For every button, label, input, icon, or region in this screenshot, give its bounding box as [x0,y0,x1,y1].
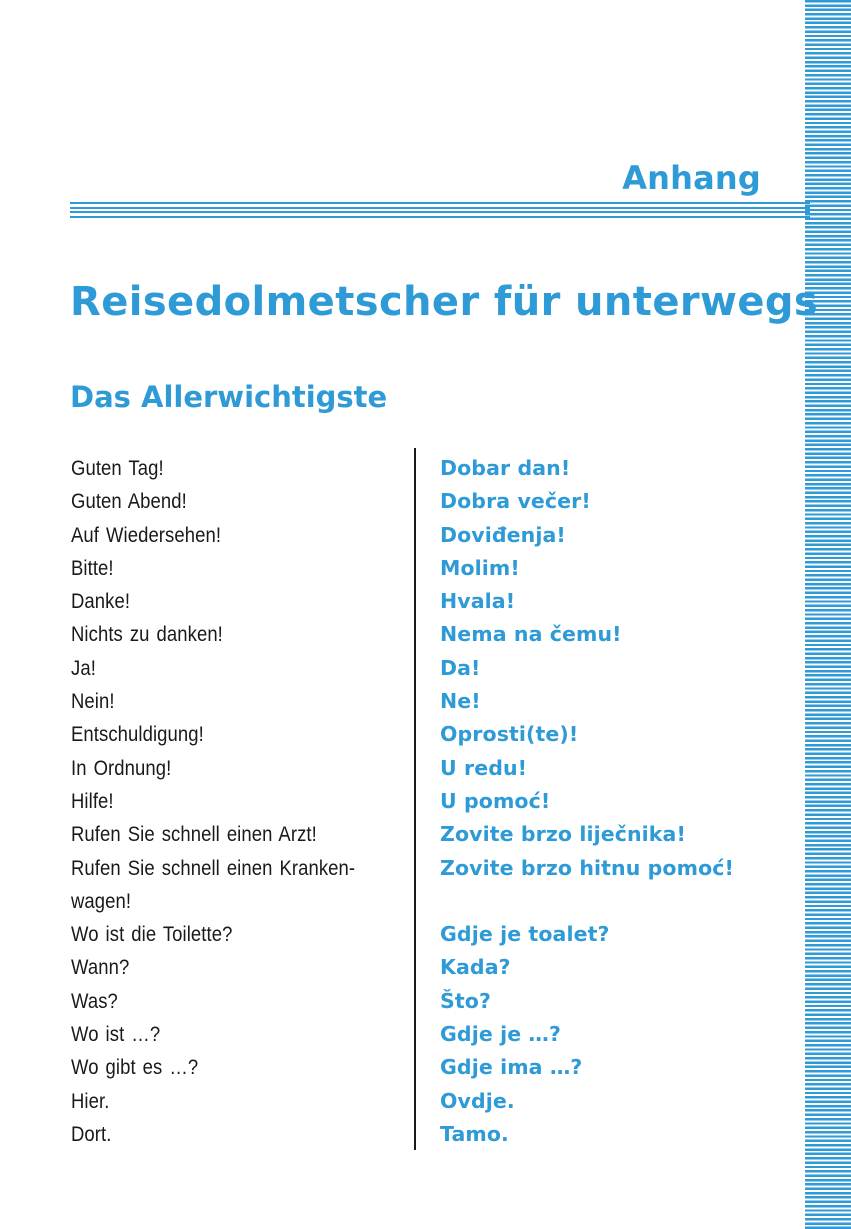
croatian-phrase [440,885,800,918]
german-phrase-text: Entschuldigung! [71,723,204,747]
croatian-phrase: Hvala! [440,589,516,614]
german-phrase [71,785,406,818]
german-phrase-text: Guten Abend! [71,490,187,514]
german-phrase [71,652,406,685]
german-phrase-list [71,452,406,1151]
german-phrase [71,552,406,585]
german-phrase [71,519,406,552]
croatian-phrase: Zovite brzo liječnika! [440,822,686,847]
german-phrase-text: Hilfe! [71,789,114,813]
croatian-phrase: Molim! [440,555,520,580]
rule-line [70,216,810,218]
croatian-phrase-list [440,452,800,1151]
german-phrase [71,885,406,918]
croatian-phrase: Dobar dan! [440,456,571,480]
german-phrase-text: Danke! [71,590,131,614]
section-heading: Das Allerwichtigste [70,380,388,414]
german-phrase [71,718,406,751]
german-phrase-text: Wann? [71,956,130,980]
croatian-phrase: Da! [440,655,481,680]
german-phrase [71,685,406,718]
croatian-phrase: Tamo. [440,1121,509,1146]
german-phrase [71,818,406,851]
german-phrase-text: Wo gibt es …? [71,1056,199,1080]
german-phrase-text: Dort. [71,1122,112,1146]
croatian-phrase: U redu! [440,755,528,780]
croatian-phrase: Ovdje. [440,1088,515,1113]
croatian-phrase: Gdje je …? [440,1022,562,1047]
rule-line [70,207,810,209]
german-phrase-text: Bitte! [71,556,114,580]
column-divider [414,448,416,1150]
german-phrase-text: Rufen Sie schnell einen Arzt! [71,823,317,847]
croatian-phrase: Dobra večer! [440,489,591,514]
croatian-phrase: Kada? [440,955,511,980]
croatian-phrase: U pomoć! [440,788,551,813]
croatian-phrase: Što? [440,988,491,1013]
german-phrase [71,918,406,951]
german-phrase-text: Wo ist …? [71,1023,161,1047]
decorative-stripe-bar [805,0,851,1229]
croatian-phrase: Gdje je toalet? [440,922,610,947]
german-phrase-text: Nichts zu danken! [71,623,223,647]
croatian-phrase: Zovite brzo hitnu pomoć! [440,855,734,880]
german-phrase [71,752,406,785]
german-phrase-text: Nein! [71,690,115,714]
german-phrase [71,985,406,1018]
croatian-phrase: Ne! [440,689,481,714]
german-phrase [71,1051,406,1084]
german-phrase [71,485,406,518]
german-phrase [71,852,406,885]
german-phrase-text: Was? [71,989,118,1013]
german-phrase-text: Auf Wiedersehen! [71,523,222,547]
german-phrase-text: Rufen Sie schnell einen Kranken- [71,856,356,880]
german-phrase-text: Guten Tag! [71,457,164,480]
german-phrase-text: Hier. [71,1089,110,1113]
header-rule-lines [70,202,810,218]
page-title: Reisedolmetscher für unterwegs [70,279,819,325]
german-phrase [71,585,406,618]
german-phrase-text: In Ordnung! [71,756,172,780]
rule-line [70,202,810,204]
croatian-phrase: Nema na čemu! [440,622,622,647]
croatian-phrase: Oprosti(te)! [440,722,579,747]
german-phrase [71,1118,406,1151]
german-phrase [71,1018,406,1051]
german-phrase [71,452,406,485]
croatian-phrase: Gdje ima …? [440,1055,583,1080]
rule-line [70,211,810,213]
german-phrase [71,1085,406,1118]
croatian-phrase: Doviđenja! [440,522,566,547]
german-phrase-text: Wo ist die Toilette? [71,923,233,947]
german-phrase-text: Ja! [71,656,96,680]
german-phrase-text: wagen! [71,889,132,913]
section-label: Anhang [622,159,761,197]
german-phrase [71,951,406,984]
german-phrase [71,618,406,651]
